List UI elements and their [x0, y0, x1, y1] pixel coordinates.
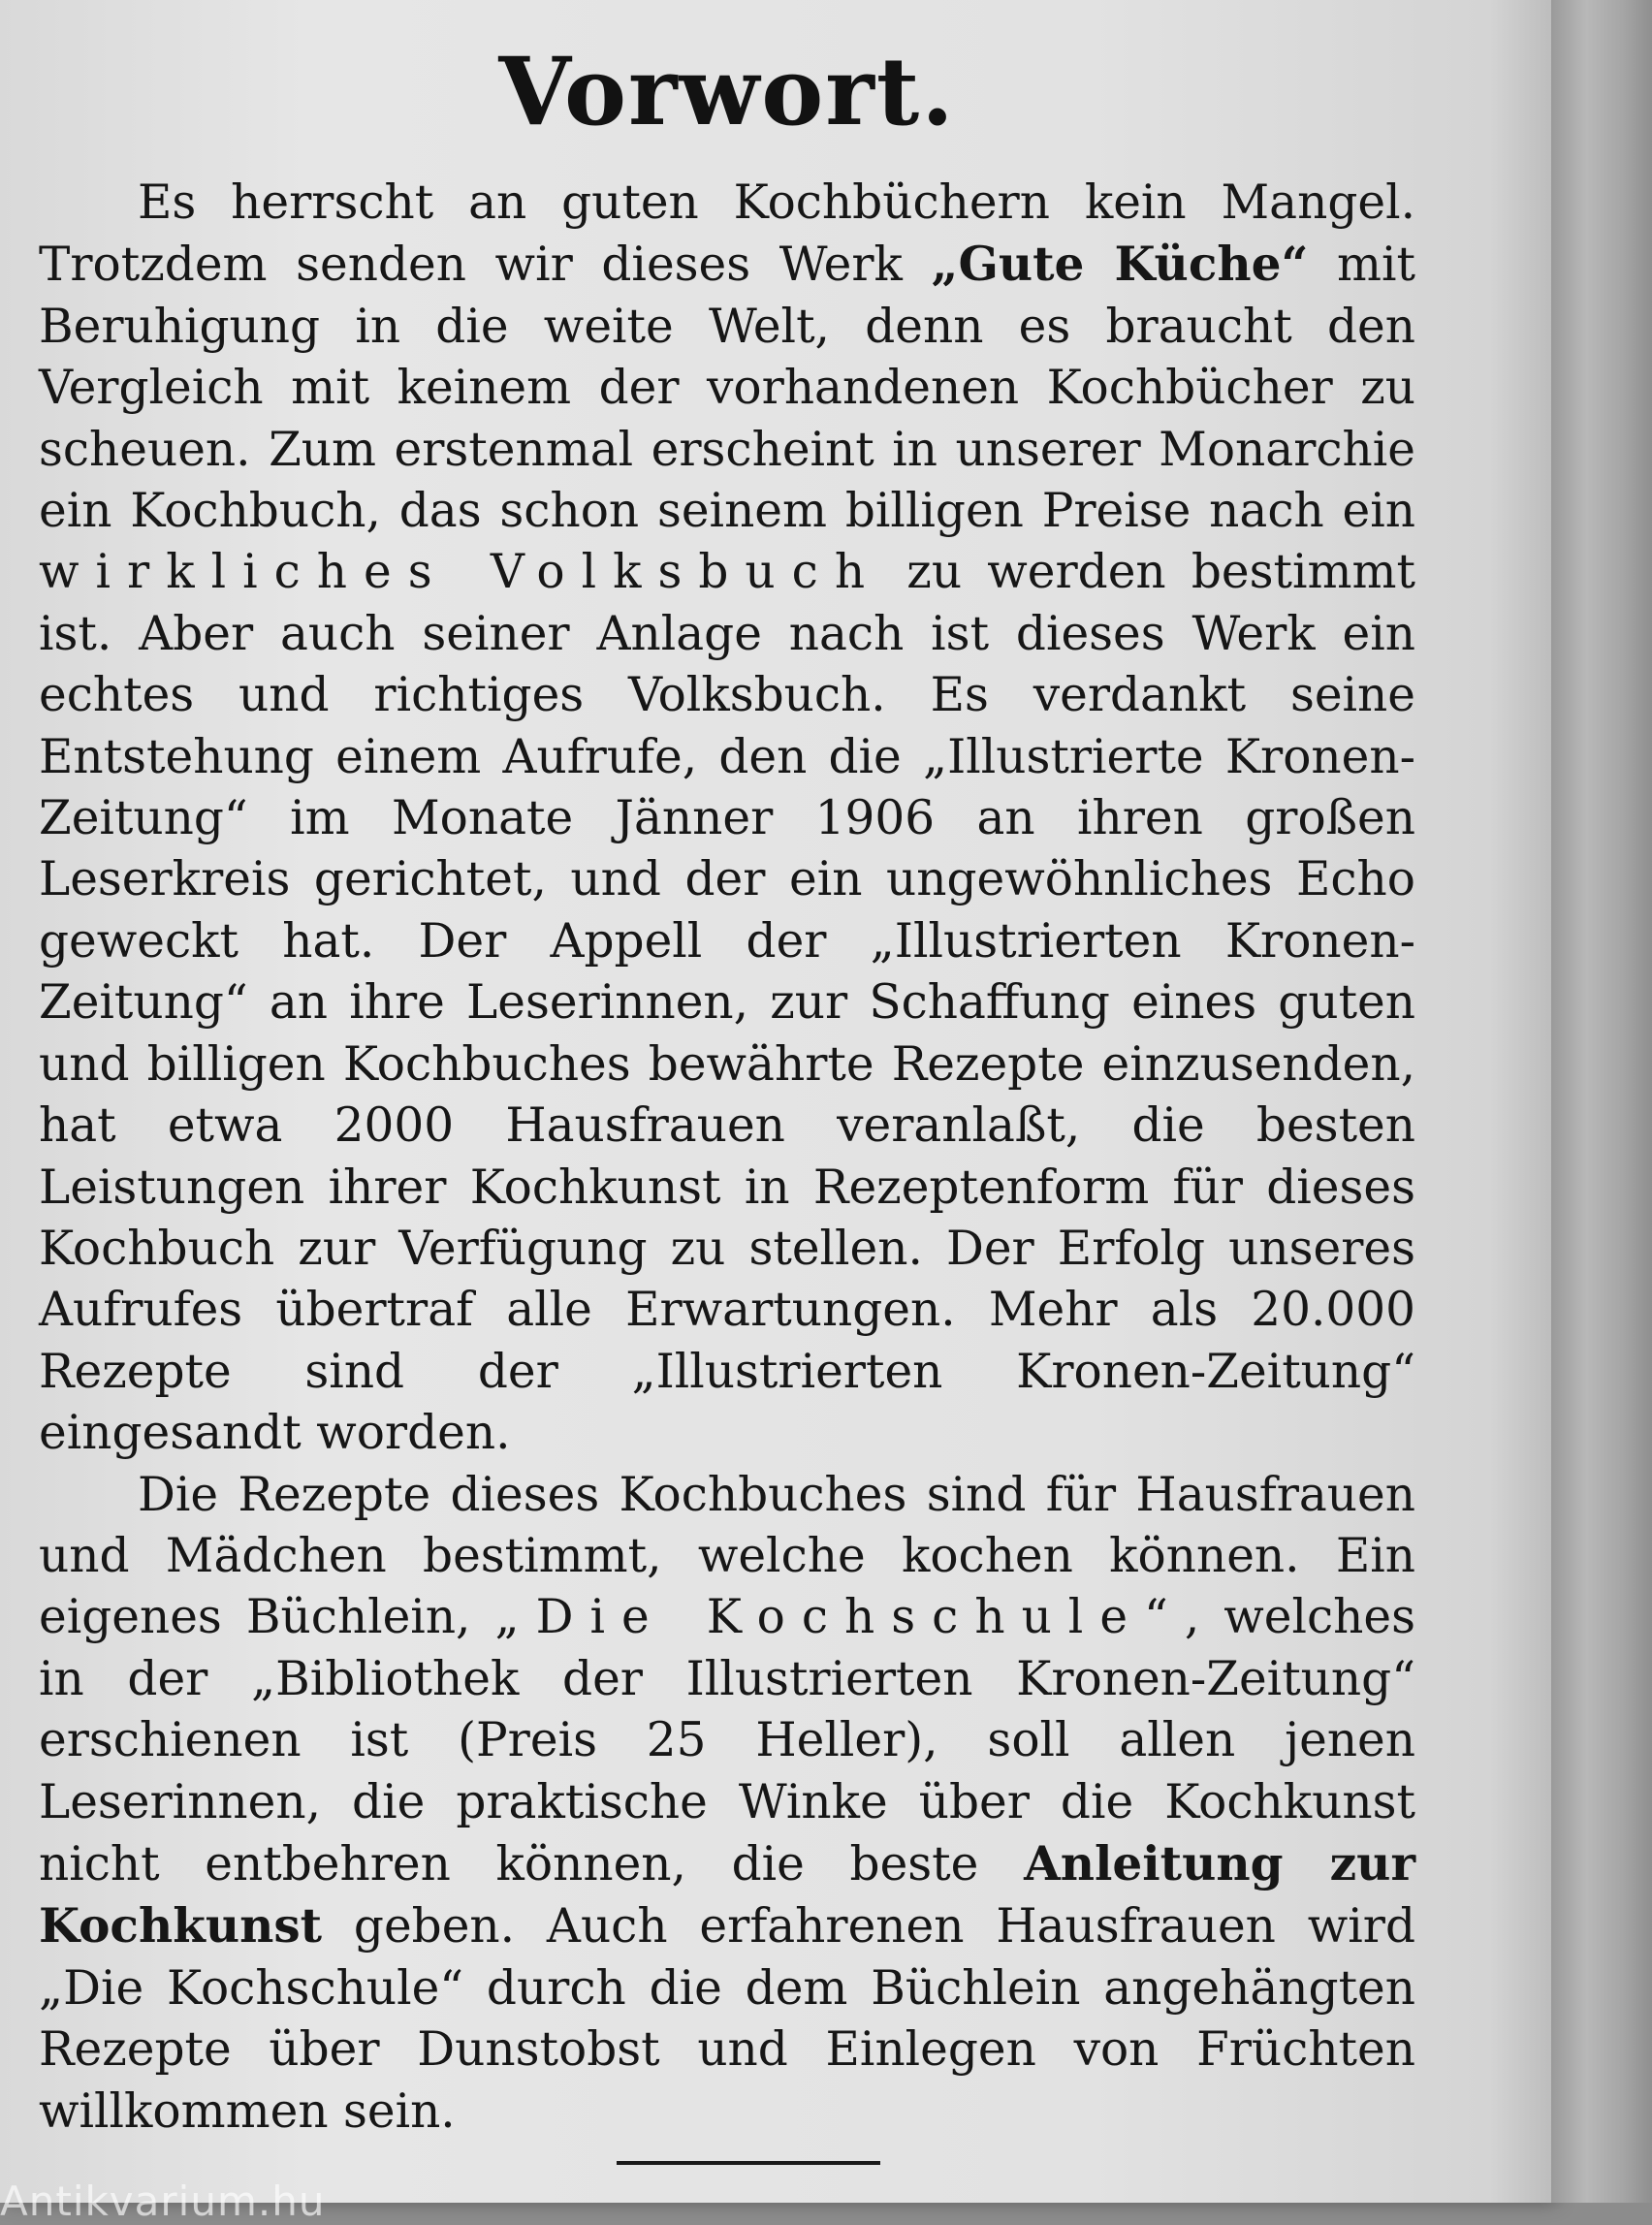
text-run: mit Beruhigung in die weite Welt, denn es braucht den Vergleich mit keinem der vorhandenen Kochbücher zu scheuen. Zum erstenmal erscheint in unserer Monarchie ein Kochbuch, das schon seinem billigen Preise nach ein: [39, 238, 1415, 539]
text-run: zu werden bestimmt ist. Aber auch seiner Anlage nach ist dieses Werk ein echtes und richtiges Volksbuch. Es verdankt seine Entstehung einem Aufrufe, den die „Illustrierte Kronen-Zeitung“ im Monate Jänner 1906 an ihren großen Leserkreis gerichtet, und der ein ungewöhnliches Echo geweckt hat. Der Appell der „Illustrierten Kronen-Zeitung“ an ihre Leserinnen, zur Schaffung eines guten und billigen Kochbuches bewährte Rezepte einzusenden, hat etwa 2000 Hausfrauen veranlaßt, die besten Leistungen ihrer Kochkunst in Rezeptenform für dieses Kochbuch zur Verfügung zu stellen. Der Erfolg unseres Aufrufes übertraf alle Erwartungen. Mehr als 20.000 Rezepte sind der „Illustrierten Kronen-Zeitung“ eingesandt worden.: [39, 545, 1415, 1461]
body-text: [39, 173, 1415, 2143]
text-run-bold: „Gute Küche“: [931, 237, 1309, 293]
watermark: Antikvarium.hu: [0, 2177, 326, 2225]
closing-rule: [617, 2161, 880, 2165]
text-run-spaced: „Die Kochschule“: [494, 1590, 1185, 1645]
text-run: Die Rezepte dieses Kochbuches sind für Hausfrauen und Mädchen bestimmt, welche kochen können. Ein eigenes Büchlein,: [39, 1467, 1415, 1645]
text-run-bold: Anleitung zur Kochkunst: [39, 1835, 1415, 1955]
text-run: , welches in der „Bibliothek der Illustrierten Kronen-Zeitung“ erschienen ist (Preis 25 Heller), soll allen jenen Leserinnen, die praktische Winke über die Kochkunst nicht entbehren können, die beste: [39, 1590, 1415, 1891]
page-title: Vorwort.: [498, 37, 956, 146]
text-run: geben. Auch erfahrenen Hausfrauen wird „Die Kochschule“ durch die dem Büchlein angehängten Rezepte über Dunstobst und Einlegen von Früchten willkommen sein.: [39, 1899, 1415, 2139]
paragraph-1: [39, 173, 1415, 1465]
page-edge-shadow: [1551, 0, 1652, 2203]
text-run: Es herrscht an guten Kochbüchern kein Mangel. Trotzdem senden wir dieses Werk: [39, 175, 1415, 293]
paragraph-2: [39, 1465, 1415, 2143]
text-run-spaced: wirkliches Volksbuch: [39, 545, 882, 600]
